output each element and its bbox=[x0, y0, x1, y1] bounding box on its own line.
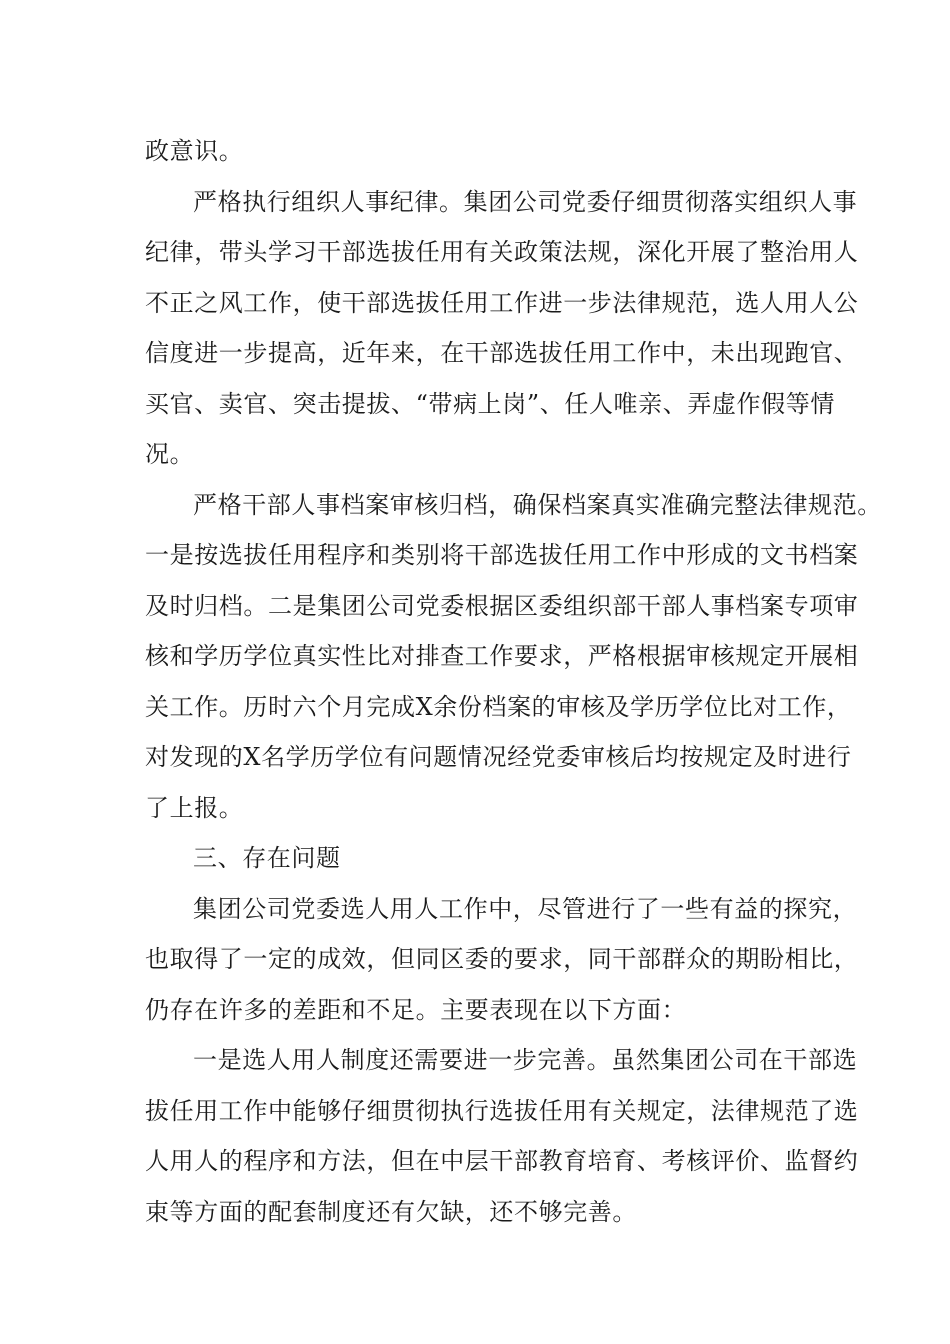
text-line: 信度进一步提高，近年来，在干部选拔任用工作中，未出现跑官、 bbox=[145, 339, 859, 367]
text-line: 严格干部人事档案审核归档，确保档案真实准确完整法律规范。 bbox=[193, 490, 882, 519]
text-line: 买官、卖官、突击提拔、“带病上岗”、任人唯亲、弄虚作假等情 bbox=[145, 389, 835, 418]
text-line: 不正之风工作，使干部选拔任用工作进一步法律规范，选人用人公 bbox=[145, 288, 859, 317]
text-line: 严格执行组织人事纪律。集团公司党委仔细贯彻落实组织人事 bbox=[193, 187, 858, 216]
text-line: 一是选人用人制度还需要进一步完善。虽然集团公司在干部选 bbox=[193, 1046, 858, 1074]
text-line: 及时归档。二是集团公司党委根据区委组织部干部人事档案专项审 bbox=[145, 591, 859, 620]
text-line: 政意识。 bbox=[145, 137, 244, 165]
text-line: 仍存在许多的差距和不足。主要表现在以下方面： bbox=[145, 995, 687, 1024]
text-line: 况。 bbox=[145, 440, 195, 468]
text-line: 束等方面的配套制度还有欠缺，还不够完善。 bbox=[145, 1197, 637, 1226]
text-line: 集团公司党委选人用人工作中，尽管进行了一些有益的探究， bbox=[193, 894, 858, 923]
text-line: 一是按选拔任用程序和类别将干部选拔任用工作中形成的文书档案 bbox=[145, 541, 859, 569]
text-line: 了上报。 bbox=[145, 793, 244, 822]
text-line: 纪律，带头学习干部选拔任用有关政策法规，深化开展了整治用人 bbox=[145, 238, 859, 266]
text-line: 核和学历学位真实性比对排查工作要求，严格根据审核规定开展相 bbox=[145, 642, 859, 670]
text-line: 拔任用工作中能够仔细贯彻执行选拔任用有关规定，法律规范了选 bbox=[145, 1096, 859, 1125]
text-line: 对发现的X名学历学位有问题情况经党委审核后均按规定及时进行 bbox=[145, 743, 852, 771]
document-body bbox=[145, 126, 882, 1237]
text-line: 关工作。历时六个月完成X余份档案的审核及学历学位比对工作， bbox=[145, 692, 852, 721]
text-line: 也取得了一定的成效，但同区委的要求，同干部群众的期盼相比， bbox=[145, 945, 859, 973]
text-line: 三、存在问题 bbox=[193, 844, 341, 872]
text-line: 人用人的程序和方法，但在中层干部教育培育、考核评价、监督约 bbox=[145, 1147, 859, 1175]
